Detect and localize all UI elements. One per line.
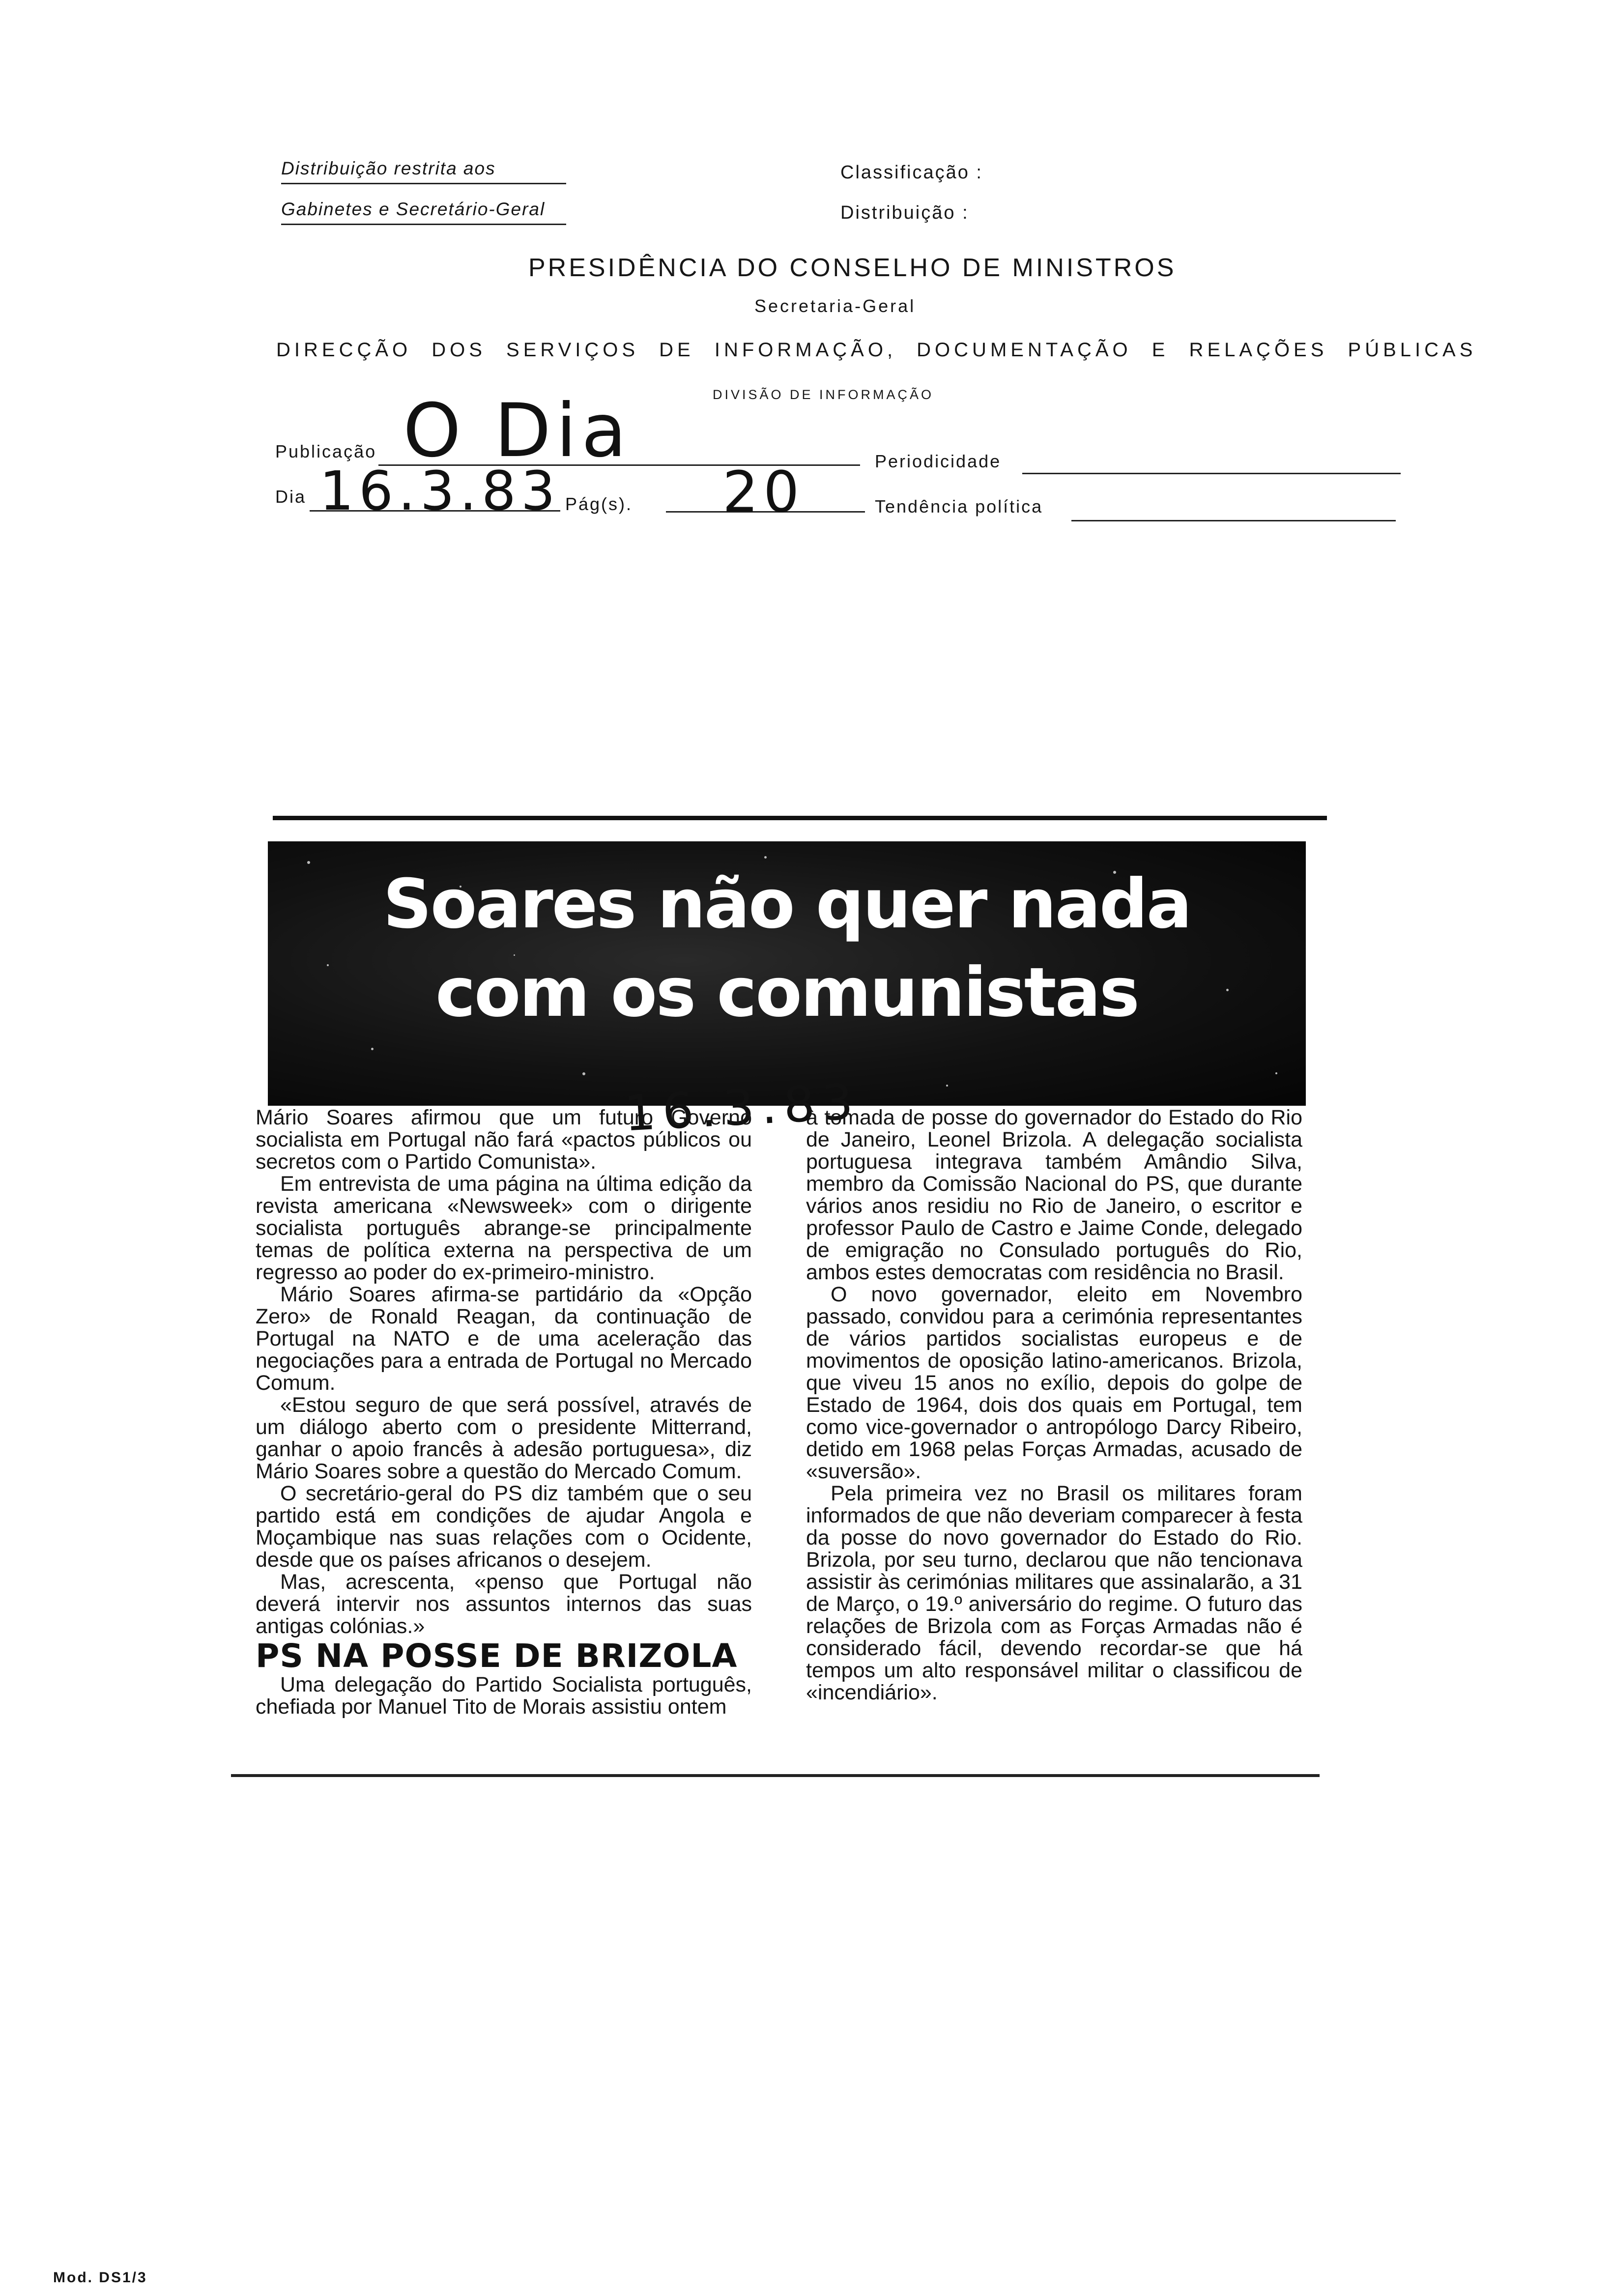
column1-paragraph: Mário Soares afirmou que um futuro Governo socialista em Portugal não fará «pactos públicos ou secretos com o Partido Comunista». xyxy=(256,1106,752,1174)
article-column-2 xyxy=(806,1107,1302,1704)
article-subheading: PS NA POSSE DE BRIZOLA xyxy=(256,1637,738,1675)
headline-line-2: com os comunistas xyxy=(435,953,1138,1032)
column1-paragraph: «Estou seguro de que será possível, através de um diálogo aberto com o presidente Mitterrand, ganhar o apoio francês à adesão portuguesa», diz Mário Soares sobre a questão do Mercado Comum. xyxy=(256,1393,752,1483)
handwritten-date-annotation: 16.3.83 xyxy=(623,1072,862,1143)
column1-paragraph: Mário Soares afirma-se partidário da «Opção Zero» de Ronald Reagan, da continuação de Portugal na NATO e de uma aceleração das negociações para a entrada de Portugal no Mercado Comum. xyxy=(256,1283,752,1395)
headline-banner xyxy=(268,841,1306,1106)
article-column-1 xyxy=(256,1107,752,1718)
column2-paragraph: à tomada de posse do governador do Estado do Rio de Janeiro, Leonel Brizola. A delegação socialista portuguesa integrava também Amândio Silva, membro da Comissão Nacional do PS, que durante vários anos residiu no Rio de Janeiro, o escritor e professor Paulo de Castro e Jaime Conde, delegado de emigração no Consulado português do Rio, ambos estes democratas com residência no Brasil. xyxy=(806,1106,1302,1284)
distribution-underline-1 xyxy=(281,183,566,184)
pages-label: Pág(s). xyxy=(565,494,633,514)
division-heading: DIVISÃO DE INFORMAÇÃO xyxy=(713,387,934,402)
publication-handwritten-value: O Dia xyxy=(403,388,632,474)
column1-paragraph: Em entrevista de uma página na última edição da revista americana «Newsweek» com o dirigente socialista português abrange-se principalmente temas de política externa na perspectiva de um regresso ao poder do ex-primeiro-ministro. xyxy=(256,1172,752,1284)
column2-paragraph: Pela primeira vez no Brasil os militares foram informados de que não deveriam comparecer à festa da posse do novo governador do Estado do Rio. Brizola, por seu turno, declarou que não tencionava assistir às cerimónias militares que assinalarão, a 31 de Março, o 19.º aniversário do regime. O futuro das relações de Brizola com as Forças Armadas não é considerado fácil, devendo recordar-se que há tempos um alto responsável militar o classificou de «incendiário». xyxy=(806,1482,1302,1704)
periodicity-underline xyxy=(1022,473,1401,474)
political-tendency-underline xyxy=(1071,520,1396,521)
day-handwritten-value: 16.3.83 xyxy=(319,459,560,522)
distribution-restriction-line2: Gabinetes e Secretário-Geral xyxy=(281,199,546,219)
article-headline xyxy=(268,860,1306,1037)
distribution-underline-2 xyxy=(281,224,566,225)
classification-label: Classificação : xyxy=(840,162,983,183)
column1-paragraph: O secretário-geral do PS diz também que o seu partido está em condições de ajudar Angola e Moçambique nas suas relações com o Ocidente, desde que os países africanos o desejem. xyxy=(256,1482,752,1572)
political-tendency-label: Tendência política xyxy=(875,496,1043,517)
distribution-restriction-line1: Distribuição restrita aos xyxy=(281,158,496,178)
publication-label: Publicação xyxy=(275,441,377,461)
clipping-bottom-rule xyxy=(231,1774,1320,1777)
column2-paragraph: O novo governador, eleito em Novembro passado, convidou para a cerimónia representantes de vários partidos socialistas europeus e de movimentos de oposição latino-americanos. Brizola, que viveu 15 anos no exílio, depois do golpe de Estado de 1964, dois dos quais em Portugal, tem como vice-governador o antropólogo Darcy Ribeiro, detido em 1968 pelas Forças Armadas, acusado de «suversão». xyxy=(806,1283,1302,1483)
clipping-top-rule xyxy=(273,816,1327,820)
column1-paragraph: Mas, acrescenta, «penso que Portugal não deverá intervir nos assuntos internos das suas antigas colónias.» xyxy=(256,1570,752,1638)
page-title: PRESIDÊNCIA DO CONSELHO DE MINISTROS xyxy=(528,254,1177,282)
day-label: Dia xyxy=(275,487,307,507)
headline-line-1: Soares não quer nada xyxy=(383,864,1191,944)
column1-paragraph: Uma delegação do Partido Socialista português, chefiada por Manuel Tito de Morais assistiu ontem xyxy=(256,1673,752,1719)
periodicity-label: Periodicidade xyxy=(875,451,1002,471)
pages-handwritten-value: 20 xyxy=(722,459,805,525)
form-code: Mod. DS1/3 xyxy=(53,2269,147,2286)
distribution-label: Distribuição : xyxy=(840,202,969,223)
directorate-heading: DIRECÇÃO DOS SERVIÇOS DE INFORMAÇÃO, DOCUMENTAÇÃO E RELAÇÕES PÚBLICAS xyxy=(276,339,1477,361)
page-subtitle: Secretaria-Geral xyxy=(754,296,916,316)
